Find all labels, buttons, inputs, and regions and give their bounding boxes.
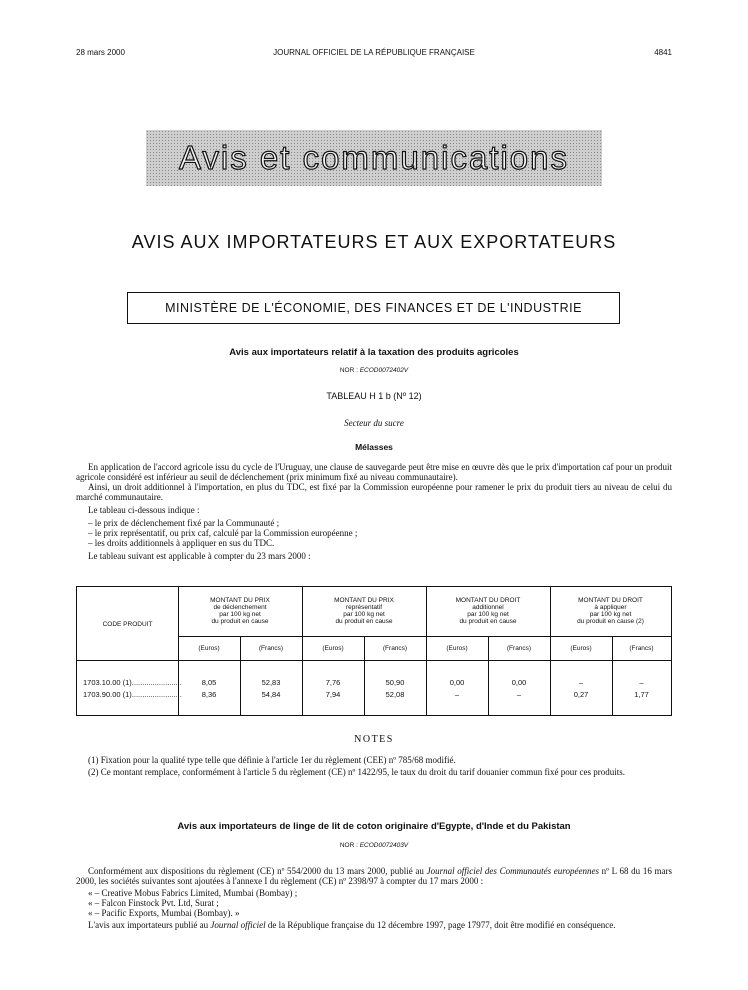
company-item: « – Falcon Finstock Pvt. Ltd, Surat ;	[88, 898, 219, 908]
notice1-nor	[76, 367, 672, 374]
price-table	[76, 586, 672, 716]
notice1-sector: Secteur du sucre	[344, 418, 404, 428]
table-cell: –	[454, 690, 460, 699]
group-header-line: MONTANT DU PRIX	[334, 597, 394, 604]
header-date: 28 mars 2000	[76, 48, 125, 57]
section-title: AVIS AUX IMPORTATEURS ET AUX EXPORTATEURS	[131, 232, 617, 252]
table-cell: 7,94	[325, 690, 341, 699]
group-header-line: du produit en cause	[335, 618, 393, 625]
notice1-table-title: TABLEAU H 1 b (Nº 12)	[326, 391, 422, 401]
notice2-nor	[76, 842, 672, 849]
notice2-intro-text: Conformément aux dispositions du règlement (CE) nº 554/2000 du 13 mars 2000, publié au	[88, 866, 427, 876]
subheader-euros: (Euros)	[446, 645, 468, 652]
note-item: (2) Ce montant remplace, conformément à l'article 5 du règlement (CE) nº 1422/95, le taux du droit du tarif douanier commun fixé pour ces produits.	[88, 767, 626, 777]
subheader-euros: (Euros)	[198, 645, 220, 652]
subheader-francs: (Francs)	[382, 645, 408, 652]
group-header-additional-duty	[426, 597, 550, 625]
notice2-journal-ref: Journal officiel des Communautés européennes	[426, 866, 599, 876]
table-cell: 50,90	[385, 678, 405, 687]
notice1-product: Mélasses	[355, 442, 393, 452]
group-header-line: MONTANT DU DROIT	[578, 597, 643, 604]
notice2-intro	[76, 866, 672, 886]
group-header-line: par 100 kg net	[467, 611, 509, 618]
subheader-euros: (Euros)	[322, 645, 344, 652]
subheader-francs: (Francs)	[258, 645, 284, 652]
banner-title: Avis et communications	[178, 139, 570, 176]
group-header-line: représentatif	[345, 604, 383, 611]
group-header-line: MONTANT DU PRIX	[210, 597, 270, 604]
group-header-line: du produit en cause	[459, 618, 517, 625]
table-cell: 0,00	[511, 678, 527, 687]
table-cell: 0,27	[573, 690, 589, 699]
table-cell: 54,84	[261, 690, 281, 699]
group-header-line: à appliquer	[594, 604, 627, 611]
ministry-heading: MINISTÈRE DE L'ÉCONOMIE, DES FINANCES ET DE L'INDUSTRIE	[127, 292, 620, 324]
group-header-line: de déclenchement	[213, 604, 267, 611]
table-cell: 52,08	[385, 690, 405, 699]
header-page-number: 4841	[654, 48, 672, 57]
notice1-paragraph: Le tableau suivant est applicable à compter du 23 mars 2000 :	[88, 551, 311, 561]
notice1-list-item: – le prix de déclenchement fixé par la Communauté ;	[88, 518, 280, 528]
notice2-final-text: L'avis aux importateurs publié au	[88, 920, 211, 930]
notice1-title: Avis aux importateurs relatif à la taxation des produits agricoles	[229, 347, 519, 358]
header-journal-name: JOURNAL OFFICIEL DE LA RÉPUBLIQUE FRANÇAISE	[273, 48, 475, 57]
group-header-duty-to-apply	[550, 597, 671, 625]
company-item: « – Creative Mobus Fabrics Limited, Mumbai (Bombay) ;	[88, 888, 298, 898]
product-code: 1703.10.00 (1)........................	[83, 678, 182, 687]
notice2-final-journal-ref: Journal officiel	[210, 920, 266, 930]
section-banner	[146, 130, 602, 186]
notice1-paragraph: En application de l'accord agricole issu du cycle de l'Uruguay, une clause de sauvegarde peut être mise en œuvre dès que le prix d'importation caf pour un produit agricole considéré est inférieur au seuil de déclenchement (prix minimum fixé au niveau communautaire).	[76, 462, 672, 482]
group-header-line: additionnel	[472, 604, 504, 611]
notice1-nor-label: NOR :	[339, 367, 358, 374]
group-header-line: par 100 kg net	[219, 611, 261, 618]
notice2-nor-label: NOR :	[339, 842, 358, 849]
notice1-paragraph: Le tableau ci-dessous indique :	[88, 505, 200, 515]
code-produit-header: CODE PRODUIT	[102, 621, 153, 628]
notes-title: NOTES	[354, 734, 394, 745]
notice2-title: Avis aux importateurs de linge de lit de coton originaire d'Egypte, d'Inde et du Pakistan	[177, 821, 571, 832]
notice1-nor-code: ECOD0072402V	[359, 367, 409, 374]
table-cell: 8,36	[201, 690, 217, 699]
table-cell: –	[516, 690, 522, 699]
group-header-representative-price	[302, 597, 426, 625]
notice2-nor-code: ECOD0072403V	[359, 842, 409, 849]
notice1-paragraph: Ainsi, un droit additionnel à l'importation, en plus du TDC, est fixé par la Commission européenne pour ramener le prix du produit tiers au niveau de celui du marché communautaire.	[76, 482, 672, 502]
table-cell: 8,05	[201, 678, 217, 687]
notice2-final-text-cont: de la République française du 12 décembre 1997, page 17977, doit être modifié en conséquence.	[265, 920, 616, 930]
table-cell: 0,00	[449, 678, 465, 687]
notice2-intro-text-cont: nº L 68 du 16 mars 2000, les sociétés suivantes sont ajoutées à l'annexe I du règlement (CE) nº 2398/97 à compter du 17 mars 2000 :	[76, 866, 673, 886]
group-header-line: du produit en cause	[211, 618, 269, 625]
table-cell: 7,76	[325, 678, 341, 687]
group-header-line: MONTANT DU DROIT	[455, 597, 521, 604]
group-header-line: par 100 kg net	[589, 611, 632, 618]
subheader-euros: (Euros)	[570, 645, 592, 652]
notes-body	[76, 755, 672, 777]
notice1-list-item: – les droits additionnels à appliquer en sus du TDC.	[88, 538, 275, 548]
table-cell: 1,77	[634, 690, 649, 699]
subheader-francs: (Francs)	[506, 645, 532, 652]
page-header	[76, 48, 672, 62]
notice1-body	[76, 462, 672, 561]
notice2-body	[76, 866, 672, 930]
table-cell: 52,83	[261, 678, 281, 687]
group-header-trigger-price	[178, 597, 302, 625]
notice2-final	[76, 920, 672, 930]
note-item: (1) Fixation pour la qualité type telle que définie à l'article 1er du règlement (CEE) nº 785/68 modifié.	[88, 755, 456, 765]
subheader-francs: (Francs)	[629, 645, 654, 652]
notice1-list-item: – le prix représentatif, ou prix caf, calculé par la Commission européenne ;	[88, 528, 358, 538]
group-header-line: par 100 kg net	[343, 611, 385, 618]
table-cell: –	[639, 678, 644, 687]
company-item: « – Pacific Exports, Mumbai (Bombay). »	[88, 908, 240, 918]
table-cell: –	[578, 678, 584, 687]
product-code: 1703.90.00 (1)........................	[83, 690, 182, 699]
group-header-line: du produit en cause (2)	[577, 618, 644, 625]
